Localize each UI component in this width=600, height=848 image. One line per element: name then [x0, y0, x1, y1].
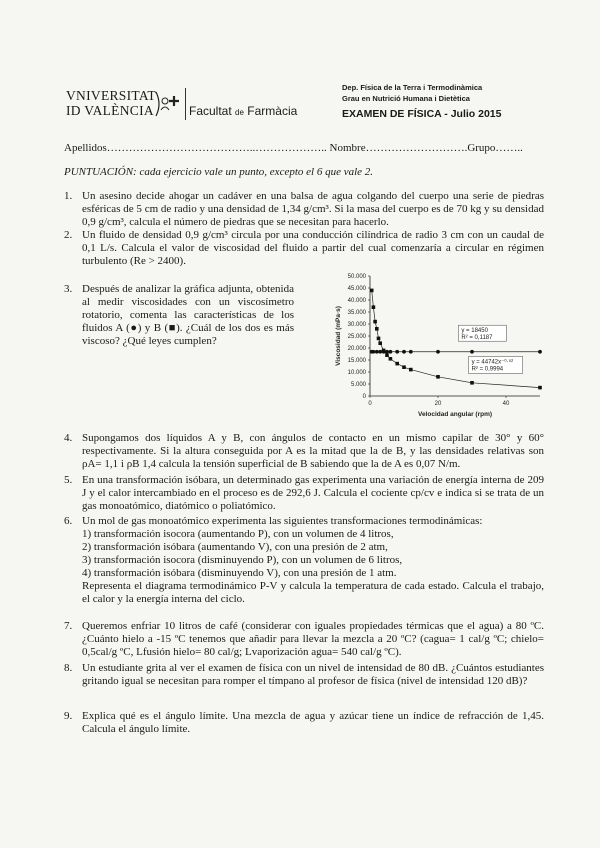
- question-text: Un fluido de densidad 0,9 g/cm³ circula por una conducción cilíndrica de radio 3 cm con un caudal de 0,1 L/s. Calcula el valor de viscosidad del fluido a partir del cual comenzaría a circular en régimen turbulento (Re > 2400).: [82, 229, 544, 267]
- question-2: [64, 229, 544, 268]
- series-a-r2-label: R² = 0,1187: [461, 335, 493, 342]
- question-text: Queremos enfriar 10 litros de café (considerar con iguales propiedades térmicas que el agua) a 80 ºC. ¿Cuánto hielo a -15 ºC tenemos que añadir para llevar la mezcla a 20 ºC? (cagua= 1 cal/g ºC; chielo= 0,5cal/g ºC, Lfusión hielo= 80 cal/g; Lvaporización agua= 540 cal/g ºC).: [82, 620, 544, 658]
- faculty-word1: Facultat: [189, 104, 232, 118]
- question-6: [64, 515, 544, 606]
- series-b-r2-label: R² = 0,9994: [471, 366, 504, 373]
- series-a-point: [395, 350, 399, 354]
- question-step: 1) transformación isocora (aumentando P), con un volumen de 4 litros,: [82, 528, 394, 540]
- y-tick-label: 50.000: [347, 274, 366, 280]
- series-b-point: [538, 386, 542, 390]
- series-b-point: [470, 381, 474, 385]
- university-emblem-icon: [152, 90, 184, 118]
- question-number: 8.: [64, 662, 73, 674]
- question-number: 2.: [64, 229, 73, 241]
- y-tick-label: 40.000: [347, 298, 366, 304]
- x-tick-label: 40: [502, 401, 510, 407]
- question-5: [64, 474, 544, 513]
- x-tick-label: 0: [368, 401, 372, 407]
- degree-name: Grau en Nutrició Humana i Dietètica: [342, 94, 470, 103]
- series-b-point: [373, 320, 377, 324]
- question-number: 4.: [64, 432, 73, 444]
- series-a-point: [389, 350, 393, 354]
- series-a-point: [385, 350, 389, 354]
- department-name: Dep. Física de la Terra i Termodinàmica: [342, 83, 483, 92]
- series-a-point: [470, 350, 474, 354]
- series-a-point: [378, 350, 382, 354]
- question-8: [64, 662, 544, 688]
- question-text: Un estudiante grita al ver el examen de física con un nivel de intensidad de 80 dB. ¿Cuántos estudiantes gritando igual se necesitan para romper el tímpano al profesor de física (nivel de intensidad 120 dB)?: [82, 662, 544, 687]
- y-tick-label: 20.000: [347, 346, 366, 352]
- university-name-line1: VNIVERSITAT: [66, 88, 156, 103]
- scoring-note: PUNTUACIÓN: cada ejercicio vale un punto, excepto el 6 que vale 2.: [64, 166, 374, 178]
- question-number: 3.: [64, 283, 73, 295]
- series-a-fit-label: y = 18450: [461, 328, 488, 335]
- question-number: 5.: [64, 474, 73, 486]
- y-tick-label: 25.000: [347, 334, 366, 340]
- series-a-point: [409, 350, 413, 354]
- question-7: [64, 620, 544, 659]
- question-text: Un asesino decide ahogar un cadáver en una balsa de agua colgando del cuerpo una serie de piedras esféricas de 5 cm de radio y una densidad de 1,34 g/cm³. Si la masa del cuerpo es de 70 kg y su densidad 0,9 g/cm³, calcula el número de piedras que se necesitan para hacerlo.: [82, 190, 544, 228]
- university-name-line2: ID VALÈNCIA: [66, 103, 154, 118]
- faculty-name: [189, 104, 297, 118]
- series-b-point: [370, 289, 374, 293]
- y-tick-label: 0: [362, 394, 366, 400]
- question-number: 6.: [64, 515, 73, 527]
- logo-separator: [185, 88, 186, 120]
- series-a-point: [382, 350, 386, 354]
- faculty-word3: Farmàcia: [247, 104, 298, 118]
- question-text: Explica qué es el ángulo límite. Una mezcla de agua y azúcar tiene un índice de refracción de 1,45. Calcula el ángulo límite.: [82, 710, 544, 735]
- student-info-line: Apellidos…………………………………..……………….. Nombre……………………….Grupo……..: [64, 142, 523, 154]
- series-b-point: [385, 353, 389, 357]
- series-b-point: [377, 337, 381, 341]
- y-tick-label: 15.000: [347, 358, 366, 364]
- viscosity-chart-svg: [314, 268, 554, 448]
- question-step: 3) transformación isocora (disminuyendo P), con un volumen de 6 litros,: [82, 554, 403, 566]
- question-number: 7.: [64, 620, 73, 632]
- question-step: 4) transformación isóbara (disminuyendo V), con una presión de 1 atm.: [82, 567, 397, 579]
- university-logo-text: [66, 88, 156, 118]
- x-tick-label: 20: [434, 401, 442, 407]
- y-tick-label: 45.000: [347, 286, 366, 292]
- faculty-word2: de: [235, 108, 244, 117]
- question-4: [64, 432, 544, 471]
- question-3: [64, 283, 294, 348]
- question-9: [64, 710, 544, 736]
- series-a-point: [538, 350, 542, 354]
- question-number: 9.: [64, 710, 73, 722]
- series-b-point: [375, 327, 379, 331]
- question-1: [64, 190, 544, 229]
- y-tick-label: 35.000: [347, 310, 366, 316]
- question-intro: Un mol de gas monoatómico experimenta las siguientes transformaciones termodinámicas:: [82, 515, 483, 527]
- y-axis-label: Viscosidad (mPa·s): [335, 306, 342, 366]
- series-b-point: [409, 368, 413, 372]
- series-b-point: [436, 375, 440, 379]
- series-b-point: [372, 305, 376, 309]
- y-tick-label: 30.000: [347, 322, 366, 328]
- series-b-point: [395, 362, 399, 366]
- series-a-point: [436, 350, 440, 354]
- department-block: [342, 82, 482, 104]
- series-b-point: [378, 341, 382, 345]
- viscosity-chart: [314, 268, 554, 448]
- question-step: 2) transformación isóbara (aumentando V), con una presión de 2 atm,: [82, 541, 388, 553]
- y-tick-label: 10.000: [347, 370, 366, 376]
- series-a-point: [402, 350, 406, 354]
- series-a-point: [372, 350, 376, 354]
- series-b-point: [402, 365, 406, 369]
- question-text: En una transformación isóbara, un determinado gas experimenta una variación de energía interna de 209 J y el calor intercambiado en el proceso es de 292,6 J. Calcula el cociente cp/cv e indica si se trata de un gas monoatómico, diatómico o poliatómico.: [82, 474, 544, 512]
- y-tick-label: 5.000: [350, 382, 366, 388]
- exam-title: EXAMEN DE FÍSICA - Julio 2015: [342, 108, 502, 120]
- series-b-point: [389, 357, 393, 361]
- series-b-fit-label: y = 44742x⁻⁰·⁵²: [471, 359, 514, 366]
- question-outro: Representa el diagrama termodinámico P-V y calcula la temperatura de cada estado. Calcula el trabajo, el calor y la energía interna del ciclo.: [82, 580, 544, 605]
- question-text: Supongamos dos líquidos A y B, con ángulos de contacto en un mismo capilar de 30° y 60° respectivamente. Si la altura conseguida por A es la mitad que la de B, y las densidades relativas son ρA= 1,1 i ρB 1,4 calcula la tensión superficial de B sabiendo que la de A es 0,07 N/m.: [82, 432, 544, 470]
- series-a-point: [375, 350, 379, 354]
- x-axis-label: Velocidad angular (rpm): [417, 411, 493, 418]
- question-number: 1.: [64, 190, 73, 202]
- question-text: Después de analizar la gráfica adjunta, obtenida al medir viscosidades con un viscosímetro rotatorio, comenta las características de los fluidos A (●) y B (■). ¿Cuál de los dos es más viscoso? ¿Qué leyes cumplen?: [82, 283, 294, 347]
